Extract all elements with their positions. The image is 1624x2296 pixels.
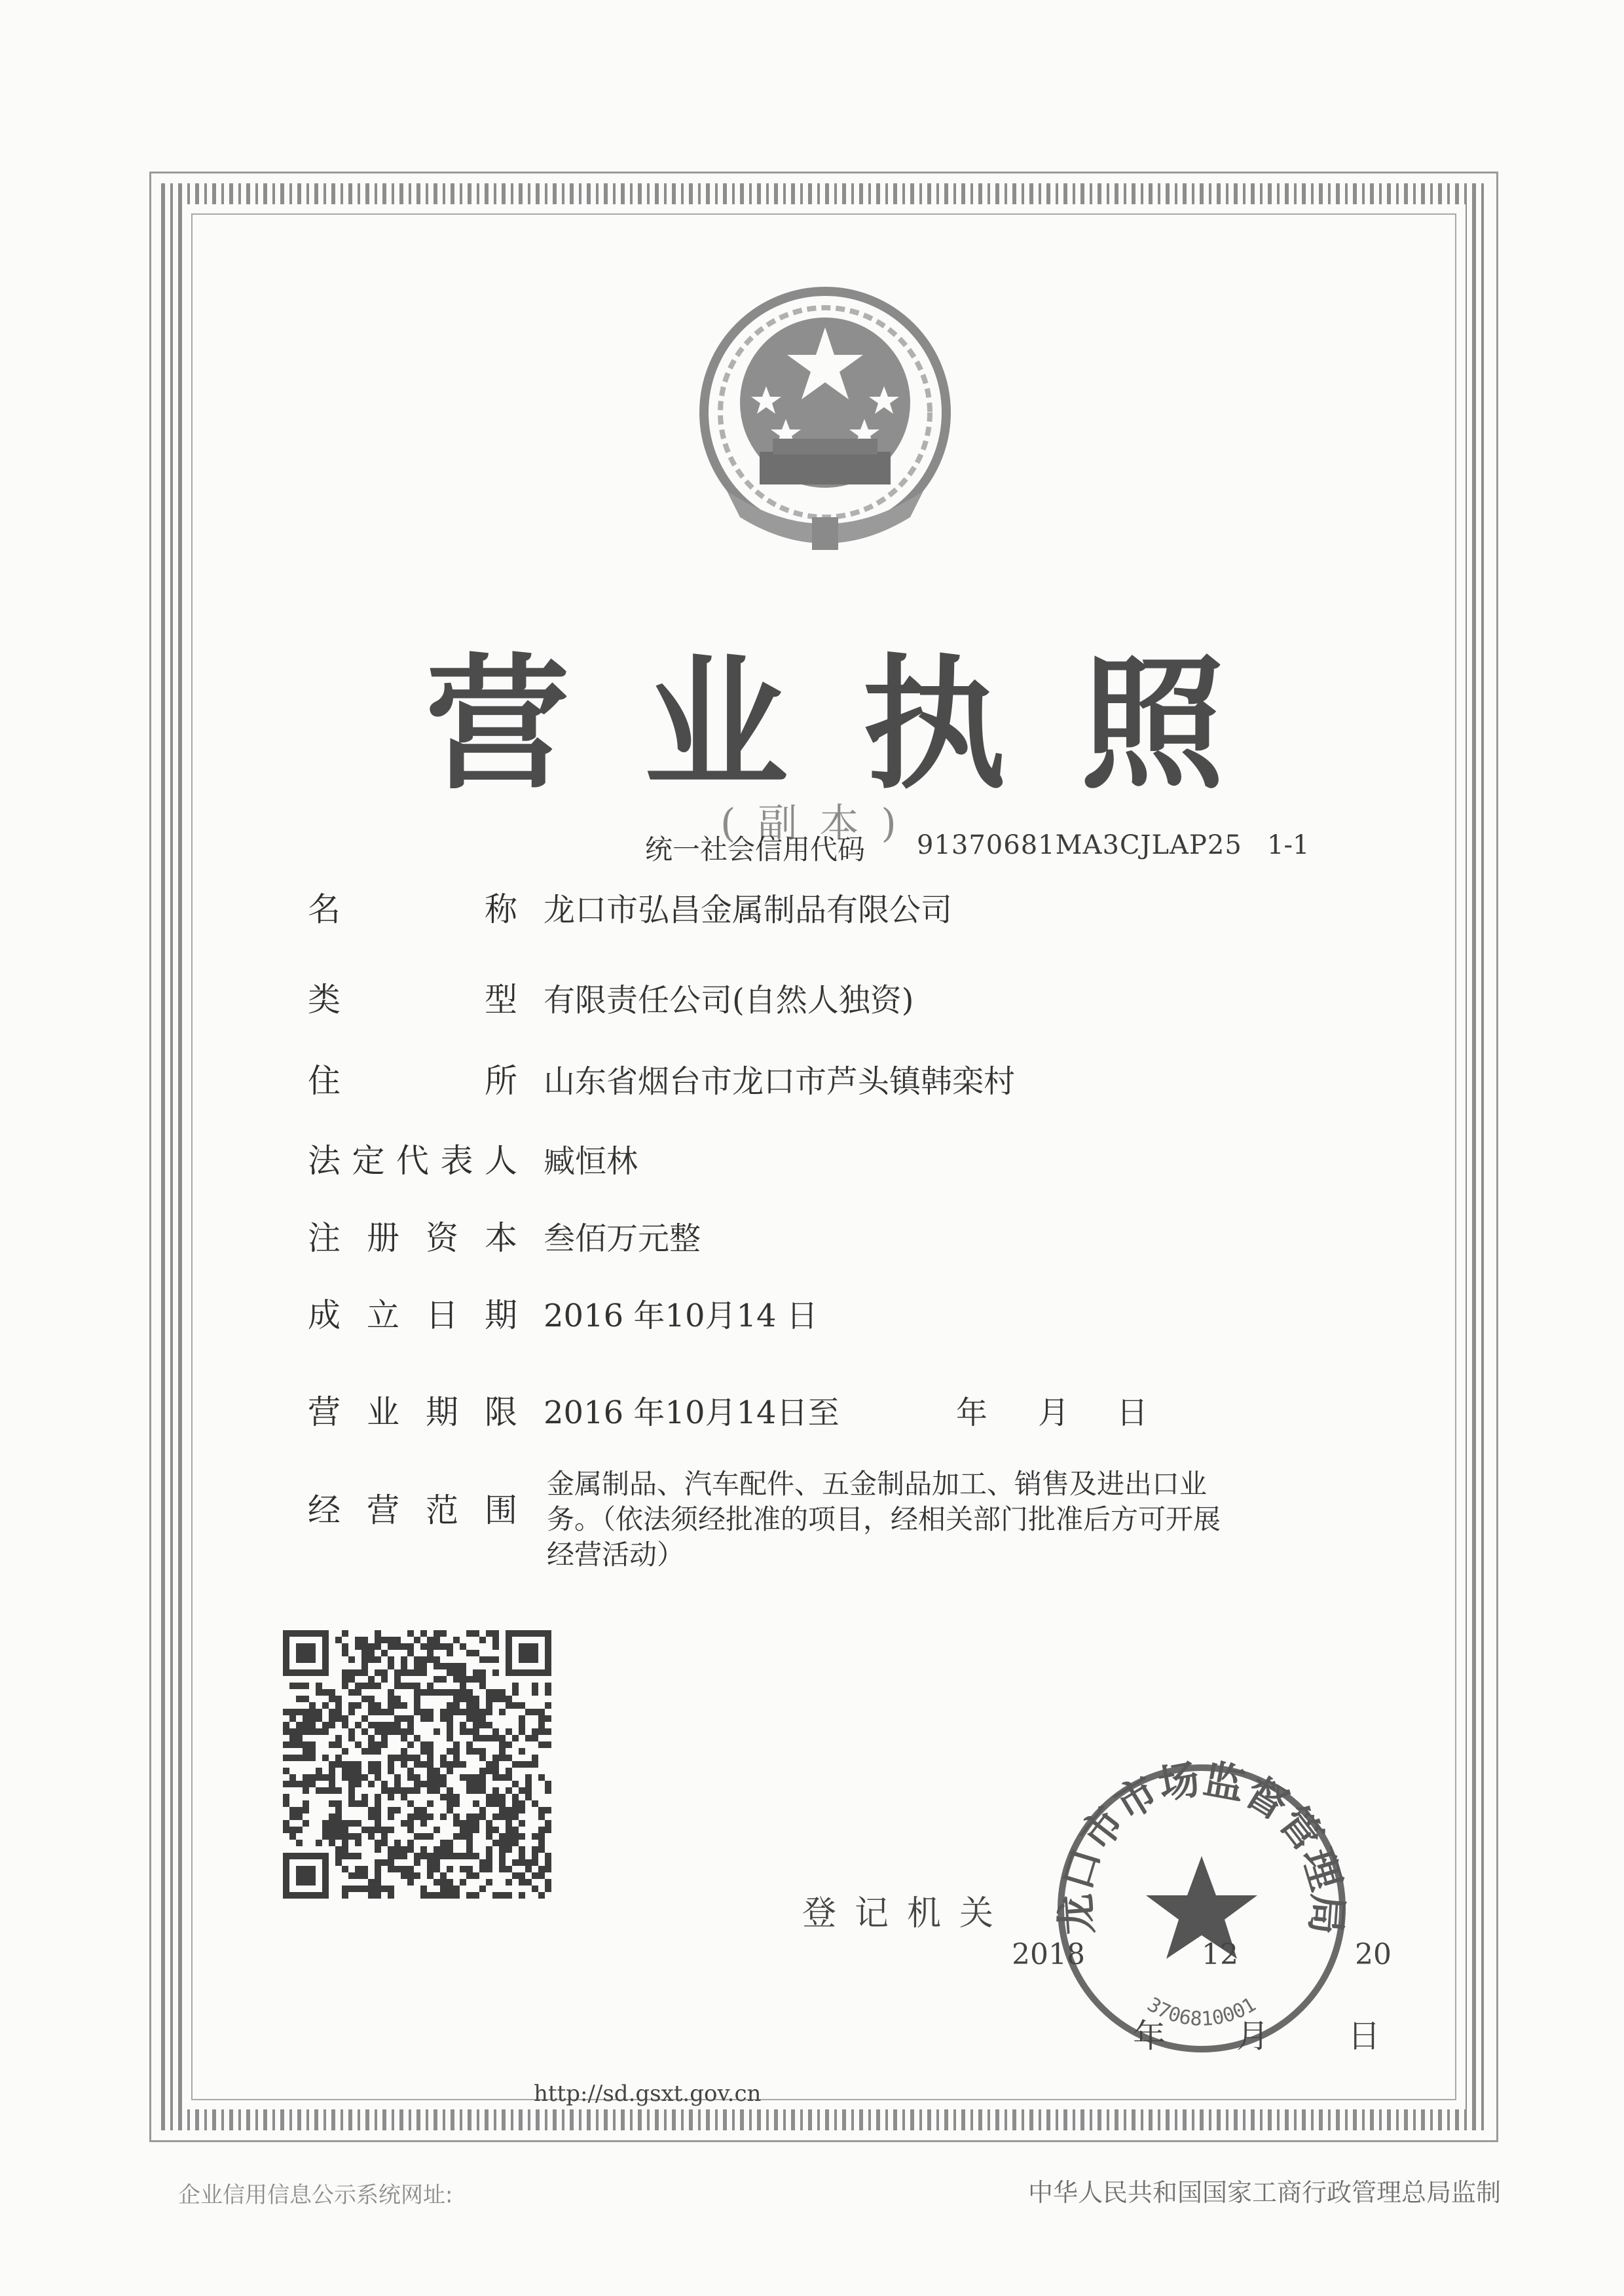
registration-date: [1012, 1938, 1392, 1971]
legal-representative: 臧恒林: [544, 1142, 638, 1180]
reg-year-char: 年: [1133, 2017, 1166, 2055]
website-url: http://sd.gsxt.gov.cn: [534, 2081, 762, 2107]
title-char: 业: [644, 641, 788, 809]
field-established: [308, 1290, 1356, 1336]
reg-day: 20: [1354, 1938, 1392, 1971]
business-scope: [547, 1467, 1359, 1573]
reg-year: 2018: [1012, 1938, 1085, 1971]
official-seal-icon: [1048, 1755, 1356, 2062]
field-label: 住 所: [308, 1062, 517, 1100]
registration-authority-label: 登记机关: [802, 1894, 1012, 1933]
seal-text: 龙口市市场监督管理局: [1051, 1755, 1352, 1937]
field-address: [308, 1055, 1356, 1101]
scope-line: 务。（依法须经批准的项目，经相关部门批准后方可开展: [547, 1503, 1221, 1535]
reg-month: 12: [1201, 1938, 1238, 1971]
business-term: 2016 年10月14日至: [544, 1394, 840, 1431]
credit-code-value: 91370681MA3CJLAP25: [917, 830, 1242, 860]
document-title: [406, 609, 1244, 809]
company-address: 山东省烟台市龙口市芦头镇韩栾村: [544, 1063, 1016, 1100]
reg-month-char: 月: [1236, 2017, 1269, 2055]
term-day: 日: [1116, 1394, 1149, 1431]
seal-code: 3706810001: [1143, 1993, 1261, 2031]
field-capital: [308, 1212, 1356, 1258]
term-year: 年: [956, 1394, 988, 1431]
copy-number: 1-1: [1267, 830, 1310, 860]
scope-line: 金属制品、汽车配件、五金制品加工、销售及进出口业: [547, 1468, 1208, 1500]
company-name: 龙口市弘昌金属制品有限公司: [544, 891, 953, 928]
title-char: 营: [425, 641, 570, 809]
credit-code-label: 统一社会信用代码: [645, 833, 866, 866]
footer-left-text: 企业信用信息公示系统网址:: [178, 2182, 453, 2208]
footer-right-text: 中华人民共和国国家工商行政管理总局监制: [1028, 2178, 1502, 2207]
field-label: 注 册 资 本: [308, 1219, 517, 1257]
field-label: 名 称: [308, 890, 517, 928]
term-month: 月: [1038, 1394, 1070, 1431]
national-emblem-icon: [688, 282, 963, 563]
field-label: 经 营 范 围: [308, 1491, 517, 1529]
field-term: [308, 1387, 1356, 1432]
qr-code-icon: [283, 1630, 551, 1899]
field-legal-rep: [308, 1135, 1356, 1181]
title-char: 照: [1080, 641, 1225, 809]
field-label: 成 立 日 期: [308, 1296, 517, 1334]
title-char: 执: [862, 641, 1006, 809]
reg-day-char: 日: [1348, 2017, 1380, 2055]
field-label: 营 业 期 限: [308, 1393, 517, 1431]
field-label: 类 型: [308, 981, 517, 1019]
field-label: 法 定 代 表 人: [308, 1142, 517, 1180]
scope-line: 经营活动）: [547, 1539, 685, 1571]
field-name: [308, 884, 1356, 930]
registered-capital: 叁佰万元整: [544, 1220, 701, 1257]
established-date: 2016 年10月14 日: [544, 1297, 818, 1334]
company-type: 有限责任公司(自然人独资): [544, 981, 914, 1019]
copy-mark: (副本): [720, 801, 919, 847]
field-type: [308, 974, 1356, 1020]
